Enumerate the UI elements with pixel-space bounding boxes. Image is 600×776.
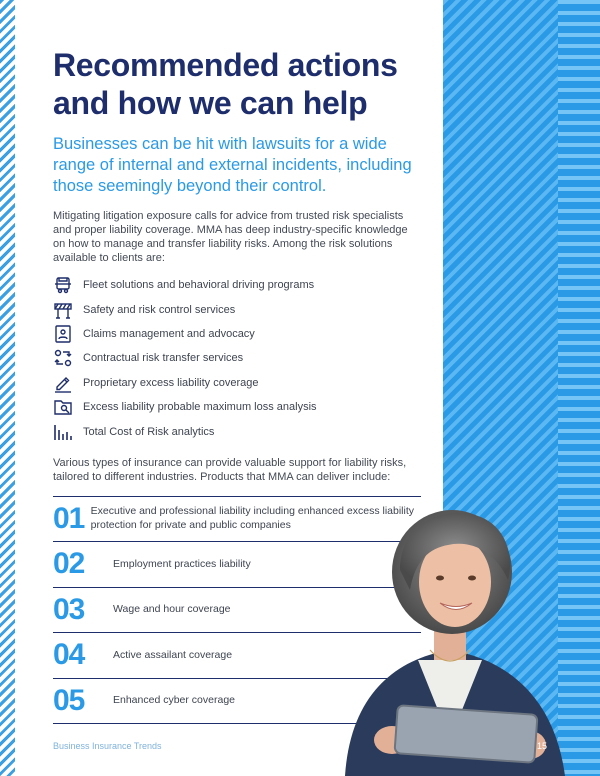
product-number: 01 (53, 501, 85, 535)
page-title (53, 46, 421, 122)
pen-icon (53, 373, 75, 393)
left-stripe-border (0, 0, 15, 776)
woman-with-tablet-photo (330, 500, 570, 776)
intro-paragraph: Mitigating litigation exposure calls for advice from trusted risk specialists and proper liability coverage. MMA has deep industry-specific knowledge on how to manage and transfer liability risks. Among the risk solutions available to clients are: (53, 210, 408, 264)
list-item (53, 346, 421, 370)
title-line-1: Recommended actions (53, 47, 398, 83)
solution-label: Claims management and advocacy (83, 327, 255, 340)
solution-label: Proprietary excess liability coverage (83, 376, 259, 389)
list-item (53, 371, 421, 395)
product-number: 03 (53, 592, 85, 626)
solution-label: Total Cost of Risk analytics (83, 425, 215, 438)
folder-search-icon (53, 397, 75, 417)
list-item (53, 419, 421, 443)
title-line-2: and how we can help (53, 85, 368, 121)
solution-label: Fleet solutions and behavioral driving programs (83, 279, 315, 292)
product-number: 04 (53, 638, 85, 672)
bar-chart-icon (53, 422, 75, 442)
product-number: 02 (53, 547, 85, 581)
risk-solutions-list (53, 273, 421, 444)
page-number: 15 (537, 741, 548, 751)
list-item (53, 322, 421, 346)
product-label: Active assailant coverage (113, 648, 233, 661)
transfer-icon (53, 348, 75, 368)
solution-label: Contractual risk transfer services (83, 352, 244, 365)
product-label: Executive and professional liability including enhanced excess liability protection for private and public companies (90, 505, 415, 531)
document-person-icon (53, 324, 75, 344)
list-item (53, 273, 421, 297)
solution-label: Safety and risk control services (83, 303, 236, 316)
list-item (53, 297, 421, 321)
product-label: Wage and hour coverage (113, 603, 231, 616)
product-label: Enhanced cyber coverage (113, 694, 235, 707)
barrier-icon (53, 300, 75, 320)
product-label: Employment practices liability (113, 557, 251, 570)
product-number: 05 (53, 683, 85, 717)
list-item (53, 395, 421, 419)
products-intro-paragraph: Various types of insurance can provide valuable support for liability risks, tailored to different industries. Products that MMA can deliver include: (53, 456, 407, 483)
footer-title: Business Insurance Trends (53, 741, 162, 751)
truck-icon (53, 275, 75, 295)
solution-label: Excess liability probable maximum loss analysis (83, 401, 317, 414)
subtitle: Businesses can be hit with lawsuits for a wide range of internal and external incidents, including those seemingly beyond their control. (53, 135, 412, 195)
